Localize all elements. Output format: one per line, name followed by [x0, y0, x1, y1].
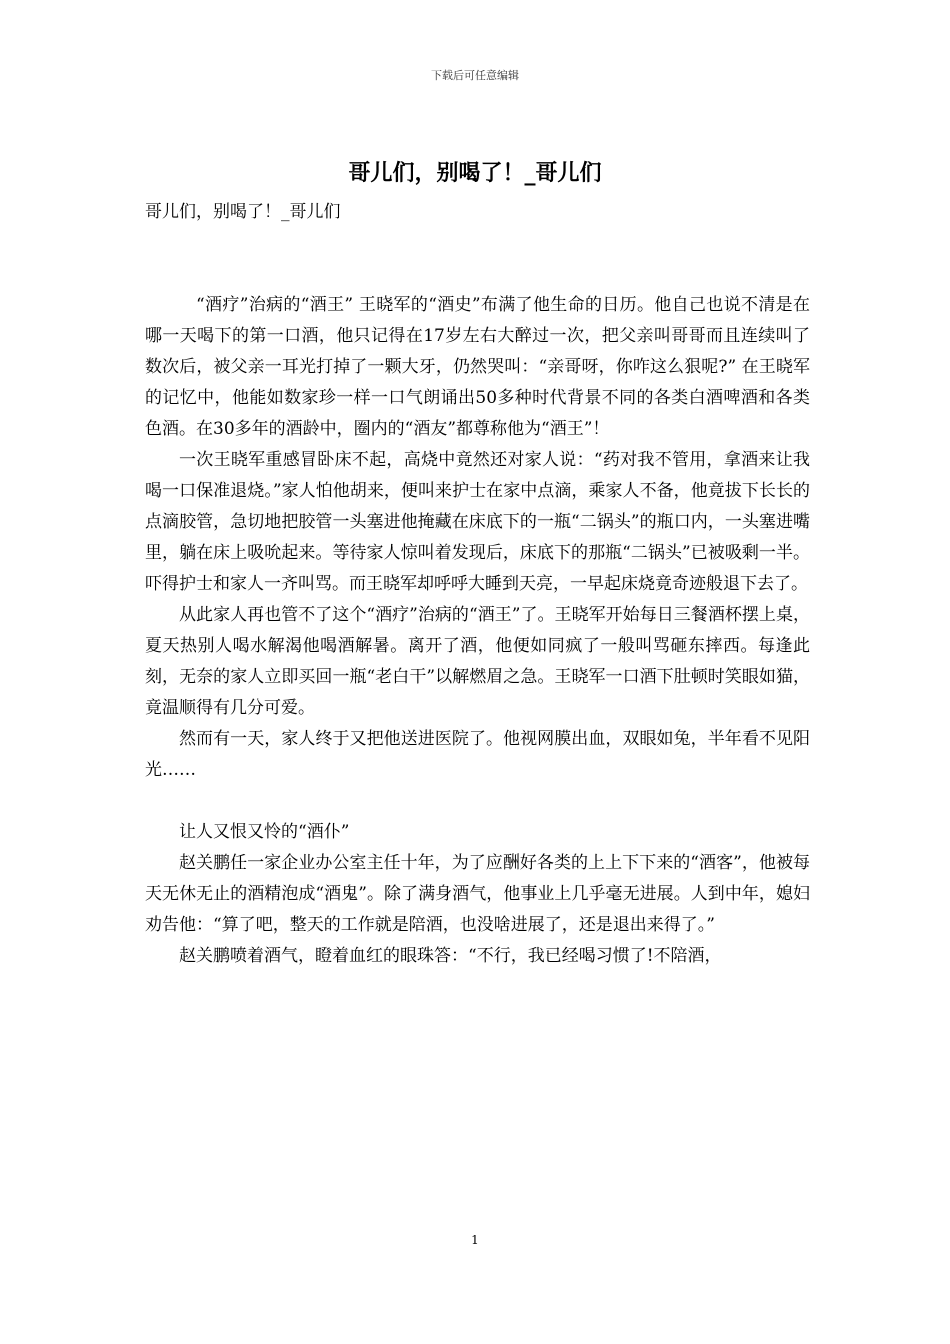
page-header-note: 下载后可任意编辑 — [431, 69, 519, 82]
paragraph: 然而有一天，家人终于又把他送进医院了。他视网膜出血，双眼如兔，半年看不见阳光…… — [145, 729, 810, 780]
paragraph: 赵关鹏喷着酒气，瞪着血红的眼珠答：“不行，我已经喝习惯了!不陪酒， — [179, 946, 722, 966]
page-number: 1 — [471, 1233, 479, 1247]
paragraph: 一次王晓军重感冒卧床不起，高烧中竟然还对家人说：“药对我不管用，拿酒来让我喝一口保准退烧。”家人怕他胡来，便叫来护士在家中点滴，乘家人不备，他竟拔下长长的点滴胶管，急切地把胶管一头塞进他掩藏在床底下的一瓶“二锅头”的瓶口内，一头塞进嘴里，躺在床上吸吮起来。等待家人惊叫着发现后，床底下的那瓶“二锅头”已被吸剩一半。吓得护士和家人一齐叫骂。而王晓军却呼呼大睡到天亮，一早起床烧竟奇迹般退下去了。 — [145, 450, 810, 594]
section-heading: 让人又恨又怜的“酒仆” — [179, 822, 350, 842]
document-title: 哥儿们，别喝了！_哥儿们 — [348, 161, 602, 186]
paragraph: 赵关鹏任一家企业办公室主任十年，为了应酬好各类的上上下下来的“酒客”，他被每天无休无止的酒精泡成“酒鬼”。除了满身酒气，他事业上几乎毫无进展。人到中年，媳妇劝告他：“算了吧，整天的工作就是陪酒，也没啥进展了，还是退出来得了。” — [145, 853, 810, 935]
paragraph: 从此家人再也管不了这个“酒疗”治病的“酒王”了。王晓军开始每日三餐酒杯摆上桌，夏天热别人喝水解渴他喝酒解暑。离开了酒，他便如同疯了一般叫骂砸东摔西。每逢此刻，无奈的家人立即买回一瓶“老白干”以解燃眉之急。王晓军一口酒下肚顿时笑眼如猫，竟温顺得有几分可爱。 — [145, 605, 810, 718]
document-body — [145, 197, 810, 972]
document-subtitle: 哥儿们，别喝了！_哥儿们 — [145, 202, 341, 222]
paragraph: “酒疗”治病的“酒王” 王晓军的“酒史”布满了他生命的日历。他自己也说不清是在哪一天喝下的第一口酒，他只记得在17岁左右大醉过一次，把父亲叫哥哥而且连续叫了数次后，被父亲一耳光打掉了一颗大牙，仍然哭叫：“亲哥呀，你咋这么狠呢?” 在王晓军的记忆中，他能如数家珍一样一口气朗诵出50多种时代背景不同的各类白酒啤酒和各类色酒。在30多年的酒龄中，圈内的“酒友”都尊称他为“酒王”！ — [145, 295, 810, 439]
